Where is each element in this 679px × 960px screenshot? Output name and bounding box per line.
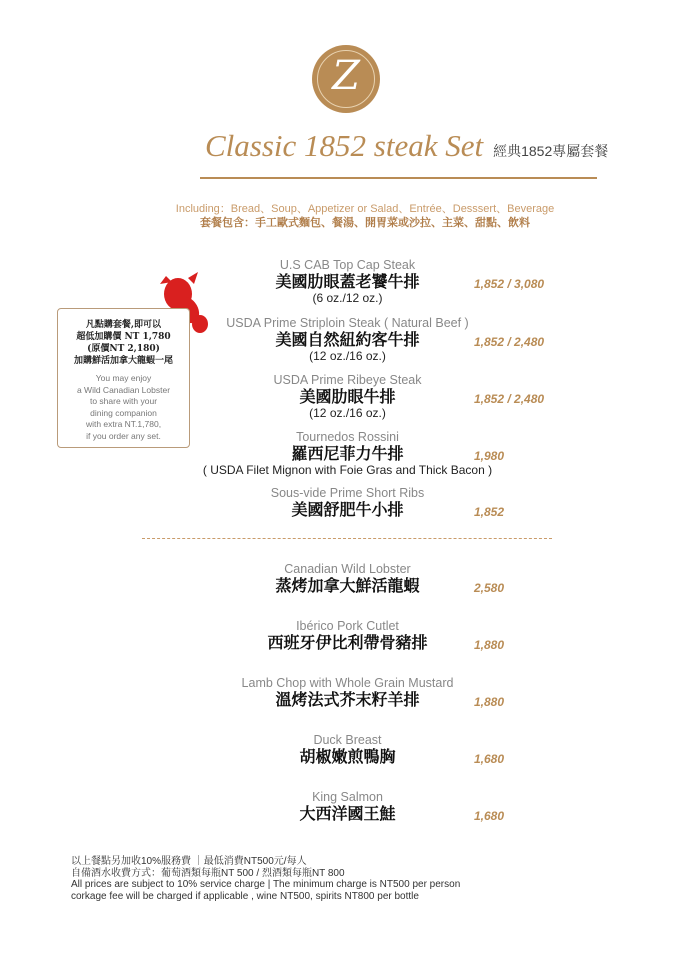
item-price: 1,852 / 2,480 — [474, 335, 545, 349]
menu-item — [100, 733, 595, 767]
item-price: 1,852 / 3,080 — [474, 277, 545, 291]
including-en: Including：Bread、Soup、Appetizer or Salad、Entrée、Desssert、Beverage — [175, 203, 555, 215]
footer-line: All prices are subject to 10% service charge | The minimum charge is NT500 per person — [71, 879, 461, 890]
promo-en-line: with extra NT.1,780, — [85, 419, 162, 429]
menu-item — [100, 562, 595, 596]
item-price: 1,880 — [474, 638, 505, 652]
item-note: (6 oz./12 oz.) — [312, 291, 383, 305]
item-note: ( USDA Filet Mignon with Foie Gras and Thick Bacon ) — [202, 463, 493, 477]
item-price: 1,680 — [474, 752, 505, 766]
promo-en-line: a Wild Canadian Lobster — [76, 384, 171, 395]
item-en: USDA Prime Ribeye Steak — [273, 373, 422, 387]
item-price: 1,980 — [474, 449, 505, 463]
promo-zh-line: 加購鮮活加拿大龍蝦一尾 — [73, 356, 173, 366]
section-divider — [142, 538, 552, 539]
item-en: Ibérico Pork Cutlet — [296, 619, 399, 633]
item-zh: 蒸烤加拿大鮮活龍蝦 — [275, 578, 420, 595]
promo-en-line: dining companion — [90, 407, 157, 418]
item-zh: 溫烤法式芥末籽羊排 — [275, 692, 420, 709]
item-en: U.S CAB Top Cap Steak — [279, 258, 416, 272]
logo-letter: Z — [332, 53, 360, 99]
item-zh: 胡椒嫩煎鴨胸 — [299, 749, 396, 766]
title-row — [205, 128, 608, 164]
promo-en-line: to share with your — [89, 396, 158, 406]
footer-line: corkage fee will be charged if applicable , wine NT500, spirits NT800 per bottle — [71, 890, 419, 902]
item-zh: 美國肋眼蓋老饕牛排 — [275, 274, 420, 291]
menu-title: Classic 1852 steak Set — [205, 128, 484, 163]
including-zh: 套餐包含：手工歐式麵包、餐湯、開胃菜或沙拉、主菜、甜點、飲料 — [200, 217, 530, 229]
item-zh: 美國舒肥牛小排 — [291, 502, 404, 519]
item-price: 2,580 — [474, 581, 505, 595]
item-note: (12 oz./16 oz.) — [309, 349, 386, 363]
item-price: 1,680 — [474, 809, 505, 823]
item-en: Duck Breast — [313, 733, 382, 747]
menu-item — [100, 430, 595, 477]
promo-en-line: You may enjoy — [95, 373, 152, 383]
item-en: USDA Prime Striploin Steak ( Natural Beef ) — [226, 316, 469, 330]
item-price: 1,852 — [474, 505, 505, 519]
item-en: Sous-vide Prime Short Ribs — [270, 486, 425, 500]
promo-zh-line: 超低加購價 NT 1,780 — [76, 332, 171, 342]
menu-title-zh: 經典1852專屬套餐 — [493, 143, 609, 159]
item-en: Lamb Chop with Whole Grain Mustard — [241, 676, 454, 690]
item-zh: 大西洋國王鮭 — [299, 806, 396, 823]
item-price: 1,852 / 2,480 — [474, 392, 545, 406]
item-zh: 西班牙伊比利帶骨豬排 — [267, 635, 428, 652]
item-price: 1,880 — [474, 695, 505, 709]
menu-item — [100, 676, 595, 710]
footer-line: 以上餐點另加收10%服務費 ｜最低消費NT500元/每人 — [71, 856, 307, 867]
item-en: King Salmon — [312, 790, 383, 804]
promo-zh-line: 凡點購套餐,即可以 — [85, 320, 162, 330]
item-en: Tournedos Rossini — [296, 430, 399, 444]
promo-en-line: if you order any set. — [86, 430, 161, 441]
restaurant-logo — [312, 45, 380, 113]
item-zh: 美國自然紐約客牛排 — [275, 332, 420, 349]
footer-notes — [71, 856, 460, 902]
item-en: Canadian Wild Lobster — [284, 562, 411, 576]
item-zh: 美國肋眼牛排 — [299, 389, 396, 406]
menu-item — [100, 790, 595, 824]
menu-item — [100, 619, 595, 653]
promo-zh-line: (原價NT 2,180) — [87, 344, 160, 354]
item-zh: 羅西尼菲力牛排 — [291, 446, 404, 463]
title-divider — [200, 177, 597, 179]
item-note: (12 oz./16 oz.) — [309, 406, 386, 420]
menu-item — [100, 486, 595, 520]
footer-line: 自備酒水收費方式：葡萄酒類每瓶NT 500 / 烈酒類每瓶NT 800 — [71, 867, 345, 879]
